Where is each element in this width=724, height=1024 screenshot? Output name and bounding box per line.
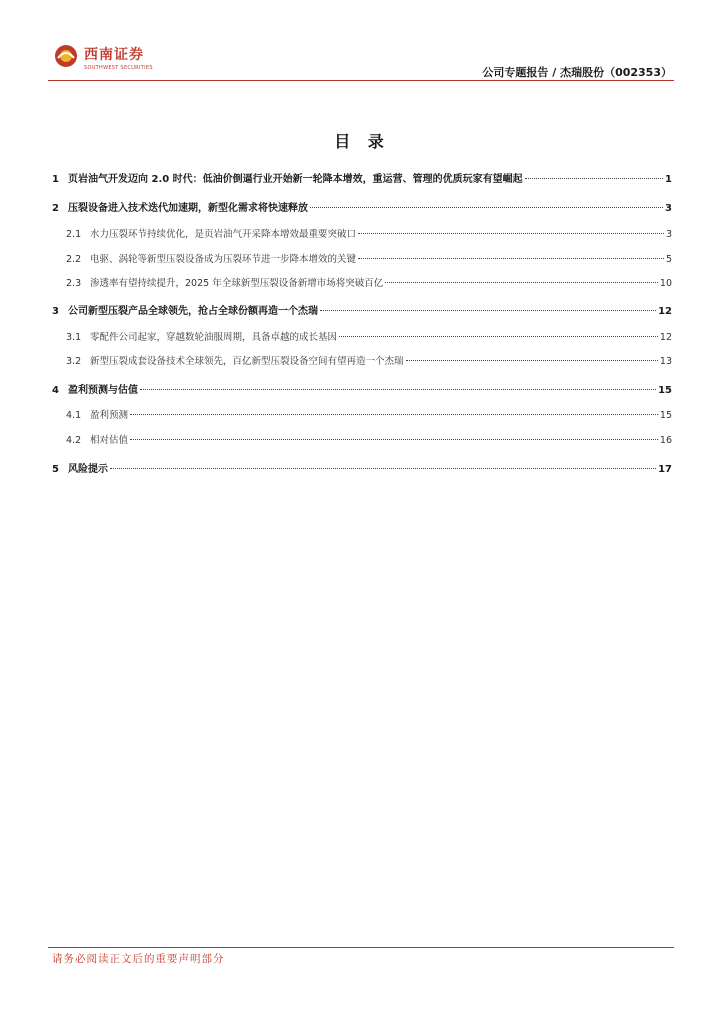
toc-entry-page: 17 bbox=[658, 464, 672, 475]
toc-entry[interactable] bbox=[52, 407, 672, 423]
toc-entry[interactable] bbox=[52, 302, 672, 318]
toc-entry-page: 15 bbox=[659, 410, 672, 421]
toc-entry[interactable] bbox=[52, 251, 672, 267]
toc-entry-label: 盈利预测与估值 bbox=[68, 385, 138, 396]
toc-entry[interactable] bbox=[52, 226, 672, 242]
toc-entry[interactable] bbox=[52, 353, 672, 369]
toc-entry[interactable] bbox=[52, 432, 672, 448]
toc-leader-dots bbox=[525, 178, 663, 179]
toc-leader-dots bbox=[339, 336, 658, 337]
page-header bbox=[48, 40, 674, 80]
toc-entry-label: 页岩油气开发迈向 2.0 时代：低油价倒逼行业开始新一轮降本增效，重运营、管理的优质玩家有望崛起 bbox=[68, 174, 523, 185]
toc-heading: 目 录 bbox=[334, 132, 390, 151]
toc-entry-number: 2.1 bbox=[66, 229, 82, 240]
toc-entry-label: 盈利预测 bbox=[90, 410, 129, 421]
toc-entry-page: 3 bbox=[665, 203, 672, 214]
toc-entry-page: 12 bbox=[658, 306, 672, 317]
footer-divider bbox=[48, 947, 674, 948]
toc-entry-number: 4.2 bbox=[66, 435, 82, 446]
toc-leader-dots bbox=[140, 389, 656, 390]
toc-leader-dots bbox=[110, 468, 656, 469]
toc-entry-page: 10 bbox=[659, 278, 672, 289]
logo-mark-icon bbox=[54, 44, 78, 68]
toc-entry-page: 16 bbox=[659, 435, 672, 446]
toc-entry-number: 4 bbox=[52, 385, 59, 396]
toc-entry-number: 2.3 bbox=[66, 278, 82, 289]
toc-entry-number: 4.1 bbox=[66, 410, 82, 421]
toc-entry-number: 3 bbox=[52, 306, 59, 317]
toc-entry-label: 零配件公司起家，穿越数轮油服周期，具备卓越的成长基因 bbox=[90, 332, 338, 343]
header-divider bbox=[48, 80, 674, 81]
report-title: 公司专题报告 / 杰瑞股份（002353） bbox=[482, 66, 672, 79]
toc-entry-number: 1 bbox=[52, 174, 59, 185]
toc-leader-dots bbox=[385, 282, 658, 283]
toc-entry-label: 新型压裂成套设备技术全球领先，百亿新型压裂设备空间有望再造一个杰瑞 bbox=[90, 356, 404, 367]
toc-entry-number: 3.1 bbox=[66, 332, 82, 343]
toc-entry[interactable] bbox=[52, 199, 672, 215]
toc-entry[interactable] bbox=[52, 275, 672, 291]
toc-entry-page: 15 bbox=[658, 385, 672, 396]
logo-text-en: SOUTHWEST SECURITIES bbox=[84, 65, 153, 71]
toc-entry-label: 水力压裂环节持续优化，是页岩油气开采降本增效最重要突破口 bbox=[90, 229, 357, 240]
toc-leader-dots bbox=[358, 258, 664, 259]
toc-entry-number: 2.2 bbox=[66, 254, 82, 265]
toc-leader-dots bbox=[320, 310, 656, 311]
toc-entry[interactable] bbox=[52, 329, 672, 345]
toc-entry-page: 13 bbox=[659, 356, 672, 367]
toc-entry-page: 5 bbox=[665, 254, 672, 265]
toc-entry-page: 3 bbox=[665, 229, 672, 240]
footer-disclaimer: 请务必阅读正文后的重要声明部分 bbox=[52, 953, 225, 965]
toc-entry-label: 相对估值 bbox=[90, 435, 129, 446]
toc-leader-dots bbox=[358, 233, 664, 234]
toc-entry[interactable] bbox=[52, 170, 672, 186]
toc-entry-label: 公司新型压裂产品全球领先，抢占全球份额再造一个杰瑞 bbox=[68, 306, 318, 317]
toc-leader-dots bbox=[310, 207, 663, 208]
toc-entry-page: 12 bbox=[659, 332, 672, 343]
company-logo bbox=[54, 42, 174, 76]
toc-entry-label: 压裂设备进入技术迭代加速期，新型化需求将快速释放 bbox=[68, 203, 308, 214]
toc-entry-number: 5 bbox=[52, 464, 59, 475]
toc-leader-dots bbox=[130, 414, 658, 415]
logo-text-cn: 西南证券 bbox=[84, 47, 144, 63]
toc-entry-label: 风险提示 bbox=[68, 464, 108, 475]
toc-entry-number: 3.2 bbox=[66, 356, 82, 367]
toc-entry-label: 电驱、涡轮等新型压裂设备成为压裂环节进一步降本增效的关键 bbox=[90, 254, 357, 265]
toc-entry-label: 渗透率有望持续提升，2025 年全球新型压裂设备新增市场将突破百亿 bbox=[90, 278, 384, 289]
toc-entry[interactable] bbox=[52, 460, 672, 476]
toc-entry-page: 1 bbox=[665, 174, 672, 185]
toc-leader-dots bbox=[130, 439, 658, 440]
toc-entry[interactable] bbox=[52, 381, 672, 397]
toc-entry-number: 2 bbox=[52, 203, 59, 214]
toc-leader-dots bbox=[406, 360, 658, 361]
